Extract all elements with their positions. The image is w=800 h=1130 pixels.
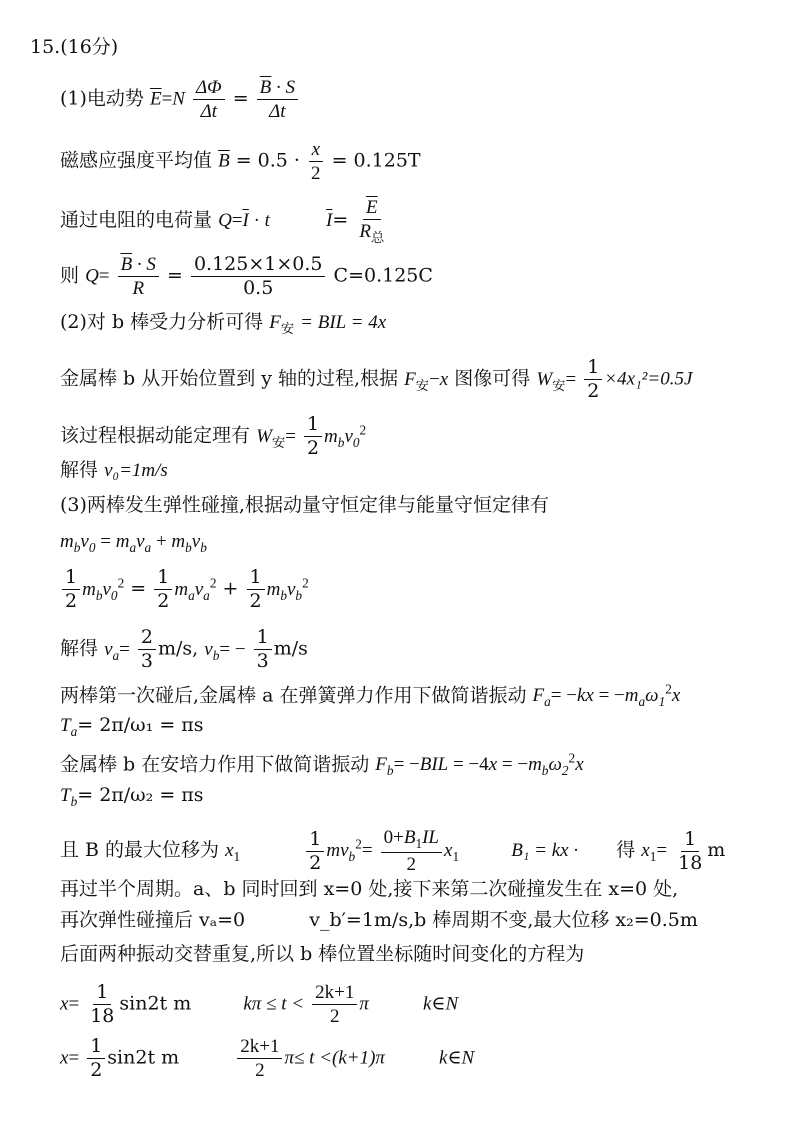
- eq2-tail: sin2t m: [107, 1046, 180, 1069]
- shm-b-text: 金属棒 b 在安培力作用下做简谐振动: [60, 753, 370, 776]
- max-disp-text: 且 B 的最大位移为: [60, 839, 220, 862]
- solve-label: 解得: [60, 459, 99, 481]
- period-b: = 2π/ω₂ = πs: [77, 784, 204, 806]
- charge-calc-num: 0.125×1×0.5: [191, 255, 326, 277]
- work-line: 金属棒 b 从开始位置到 y 轴的过程,根据 $F_安-x$ 图像可得 $W_安=$ $\frac{1}{2}$ ×4x₁²=0.5J: [60, 356, 693, 402]
- charge-lead: 则: [60, 264, 80, 287]
- charge-calc-line: 则 Q= $\frac{\overline{B} \cdot S}{R}$ = $\frac{0.125\times 1\times 0.5}{0.5}$ C=0.125C: [60, 253, 433, 299]
- period-b-line: $T_b= 2\pi/\omega_2 = \pi s$: [60, 784, 204, 809]
- b1-expr: B₁ = kx ·: [511, 840, 579, 862]
- period-a-line: $T_a= 2\pi/\omega_1 = \pi s$: [60, 714, 204, 739]
- va-result: m/s,: [158, 637, 199, 660]
- eq1-k: k∈N: [422, 993, 459, 1015]
- process-text: 金属棒 b 从开始位置到 y 轴的过程,根据: [60, 367, 399, 390]
- charge-line: 通过电阻的电荷量 $Q=\overline{I} \cdot t$ $\overline{I}=$ $\frac{\overline{E}}{R_总}$: [60, 197, 385, 245]
- equation-2: x= $\frac{1}{2}$ sin2t m $\frac{2k+1}{2}$ π≤ t <(k+1)π k∈N: [60, 1035, 475, 1081]
- avg-b-result: = 0.125T: [331, 149, 421, 172]
- force-expr: = BIL = 4x: [300, 312, 387, 333]
- solve-label-3: 解得: [60, 637, 99, 660]
- velocity-solution: 解得 $v_a=$ $\frac{2}{3}$ m/s, $v_b=$ − $\frac{1}{3}$ m/s: [60, 626, 308, 672]
- graph-text: 图像可得: [454, 367, 531, 390]
- eq2-cond: ≤ t <(k+1)π: [293, 1047, 385, 1069]
- vb-result: m/s: [273, 637, 308, 660]
- emf-line: (1)电动势 $\overline{E}=N$ $\frac{\Delta\Phi}{\Delta t}$ = $\frac{\overline{B} \cdot S}{\Delta t}$: [60, 78, 300, 121]
- avg-b-value: = 0.5 ·: [235, 149, 300, 172]
- shm-b-line: 金属棒 b 在安培力作用下做简谐振动 $F_b= -BIL = -4x = -m_b\omega_2^2x$: [60, 751, 584, 779]
- avg-b-line: 磁感应强度平均值 $\overline{B} = 0.5$ · $\frac{x}{2}$ = 0.125T: [60, 139, 421, 184]
- eq1-cond: kπ ≤ t <: [243, 993, 305, 1015]
- max-disp-line: 且 B 的最大位移为 $x_1$ $\frac{1}{2}$ $mv_b^2=$ $\frac{0+B_1IL}{2}$ $x_1$ B₁ = kx · 得 $x_1=$ $\frac{1}{18}$ m: [60, 827, 726, 876]
- momentum-eq: $m_bv_0 = m_av_a + m_bv_b$: [60, 531, 207, 555]
- energy-eq: $\frac{1}{2}$ $m_bv_0^2$ = $\frac{1}{2}$ $m_av_a^2$ + $\frac{1}{2}$ $m_bv_b^2$: [60, 568, 309, 611]
- part2-line: (2)对 b 棒受力分析可得 $F_安$ = BIL = 4x: [60, 311, 387, 336]
- repeat-line: 后面两种振动交替重复,所以 b 棒位置坐标随时间变化的方程为: [60, 943, 585, 965]
- theorem-line: 该过程根据动能定理有 $W_安=$ $\frac{1}{2}$ $m_bv_0^2$: [60, 413, 367, 459]
- second-collision-a: 再次弹性碰撞后 vₐ=0: [60, 909, 246, 931]
- v0-line: [60, 461, 168, 480]
- part2-label: (2)对 b 棒受力分析可得: [60, 311, 264, 333]
- eq2-k: k∈N: [439, 1047, 475, 1069]
- get-label: 得: [616, 839, 636, 862]
- second-collision-line: [60, 911, 698, 930]
- eq1-tail: sin2t m: [119, 992, 192, 1015]
- problem-header: 15.(16分): [30, 36, 119, 58]
- shm-a-line: 两棒第一次碰后,金属棒 a 在弹簧弹力作用下做简谐振动 $F_a= -kx = -m_a\omega_1^2x$: [60, 682, 681, 710]
- charge-result: C=0.125C: [333, 264, 433, 287]
- equation-1: x= $\frac{1}{18}$ sin2t m kπ ≤ t < $\frac{2k+1}{2}$ π k∈N: [60, 981, 459, 1027]
- charge-label: 通过电阻的电荷量: [60, 209, 213, 232]
- part3-intro: (3)两棒发生弹性碰撞,根据动量守恒定律与能量守恒定律有: [60, 494, 549, 516]
- theorem-text: 该过程根据动能定理有: [60, 424, 251, 447]
- work-result: ×4x₁²=0.5J: [604, 368, 693, 390]
- period-a: = 2π/ω₁ = πs: [77, 714, 204, 736]
- shm-a-text: 两棒第一次碰后,金属棒 a 在弹簧弹力作用下做简谐振动: [60, 684, 527, 707]
- v0-result: v₀=1m/s: [104, 460, 168, 481]
- half-period-line: 再过半个周期。a、b 同时回到 x=0 处,接下来第二次碰撞发生在 x=0 处,: [60, 878, 679, 900]
- charge-calc-den: 0.5: [243, 277, 274, 299]
- emf-label: (1)电动势: [60, 87, 144, 110]
- second-collision-b: v_b′=1m/s,b 棒周期不变,最大位移 x₂=0.5m: [309, 909, 698, 931]
- avg-b-label: 磁感应强度平均值: [60, 149, 213, 172]
